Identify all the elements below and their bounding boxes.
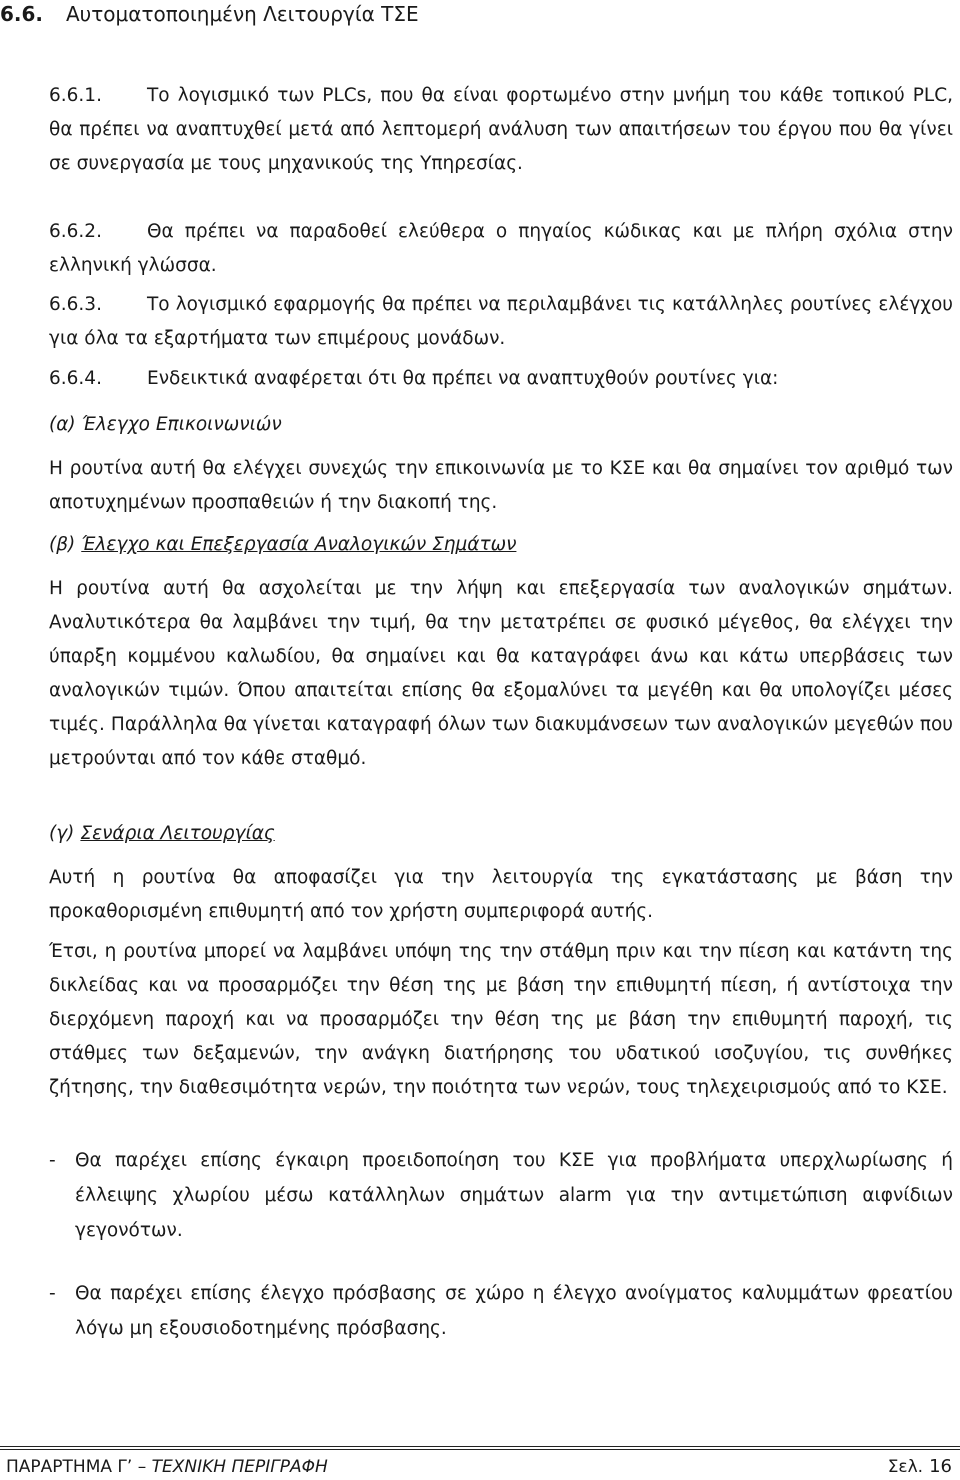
footer-divider [0, 1449, 960, 1450]
item-number: 6.6.2. [49, 221, 102, 242]
subsection-heading-c [49, 817, 275, 851]
footer-divider [0, 1446, 960, 1447]
bullet-item [49, 1143, 953, 1248]
page-number: 16 [929, 1456, 952, 1477]
item-6-6-1 [49, 79, 953, 181]
subsection-body-a: Η ρουτίνα αυτή θα ελέγχει συνεχώς την επικοινωνία με το ΚΣΕ και θα σημαίνει τον αριθμό των αποτυχημένων προσπαθειών ή την διακοπή της. [49, 458, 953, 513]
item-number: 6.6.4. [49, 368, 102, 389]
subsection-label: (γ) [49, 823, 75, 844]
bullet-item [49, 1276, 953, 1346]
subsection-title: Σενάρια Λειτουργίας [80, 823, 275, 844]
subsection-heading-a [49, 408, 282, 442]
subsection-title: Έλεγχο Επικοινωνιών [81, 414, 282, 435]
subsection-body-b: Η ρουτίνα αυτή θα ασχολείται με την λήψη και επεξεργασία των αναλογικών σημάτων. Αναλυτικότερα θα λαμβάνει την τιμή, θα την μετατρέπει σε φυσικό μέγεθος, θα ελέγχει την ύπαρξη κομμένου καλωδίου, θα σημαίνει και θα καταγράφει άνω και κάτω υπερβάσεις των αναλογικών τιμών. Όπου απαιτείται επίσης θα εξομαλύνει τα μεγέθη και θα υπολογίζει μέσες τιμές. Παράλληλα θα γίνεται καταγραφή όλων των διακυμάνσεων των αναλογικών μεγεθών που μετρούνται από τον κάθε σταθμό. [49, 578, 953, 769]
footer-title [6, 1456, 328, 1478]
item-text: Το λογισμικό των PLCs, που θα είναι φορτωμένο στην μνήμη του κάθε τοπικού PLC, θα πρέπει να αναπτυχθεί μετά από λεπτομερή ανάλυση των απαιτήσεων του έργου που θα γίνει σε συνεργασία με τους μηχανικούς της Υπηρεσίας. [49, 85, 953, 174]
subsection-heading-b [49, 528, 516, 562]
subsection-body-c-2: Έτσι, η ρουτίνα μπορεί να λαμβάνει υπόψη της την στάθμη πριν και την πίεση και κατάντη της δικλείδας και να προσαρμόζει την θέση της με βάση την επιθυμητή πίεση, ή αντίστοιχα την διερχόμενη παροχή και να προσαρμόζει την θέση της με βάση την επιθυμητή παροχή, τις στάθμες των δεξαμενών, την ανάγκη διατήρησης του υδατικού ισοζυγίου, τις συνθήκες ζήτησης, την διαθεσιμότητα νερών, την ποιότητα των νερών, τους τηλεχειρισμούς από το ΚΣΕ. [49, 941, 953, 1098]
page-label: Σελ. [887, 1457, 924, 1477]
item-6-6-4 [49, 362, 953, 396]
item-text: Ενδεικτικά αναφέρεται ότι θα πρέπει να αναπτυχθούν ρουτίνες για: [147, 368, 779, 389]
footer-page [888, 1456, 952, 1478]
subsection-title: Έλεγχο και Επεξεργασία Αναλογικών Σημάτων [81, 534, 517, 555]
footer-separator: – [137, 1457, 147, 1477]
bullet-dash: - [49, 1150, 56, 1171]
bullet-text: Θα παρέχει επίσης έγκαιρη προειδοποίηση του ΚΣΕ για προβλήματα υπερχλωρίωσης ή έλλειψης χλωρίου μέσω κατάλληλων σημάτων alarm για την αντιμετώπιση αιφνίδιων γεγονότων. [75, 1150, 953, 1241]
bullet-text: Θα παρέχει επίσης έλεγχο πρόσβασης σε χώρο η έλεγχο ανοίγματος καλυμμάτων φρεατίου λόγω μη εξουσιοδοτημένης πρόσβασης. [75, 1283, 953, 1339]
item-text: Το λογισμικό εφαρμογής θα πρέπει να περιλαμβάνει τις κατάλληλες ρουτίνες ελέγχου για όλα τα εξαρτήματα των επιμέρους μονάδων. [49, 294, 953, 349]
item-6-6-3 [49, 288, 953, 356]
footer-appendix: ΠΑΡΑΡΤΗΜΑ Γ’ [6, 1457, 133, 1477]
item-text: Θα πρέπει να παραδοθεί ελεύθερα ο πηγαίος κώδικας και με πλήρη σχόλια στην ελληνική γλώσσα. [49, 221, 953, 276]
subsection-label: (α) [49, 414, 76, 435]
subsection-label: (β) [49, 534, 76, 555]
footer-doc-title: ΤΕΧΝΙΚΗ ΠΕΡΙΓΡΑΦΗ [151, 1457, 328, 1477]
section-number: 6.6. [0, 2, 44, 26]
item-number: 6.6.1. [49, 85, 102, 106]
item-6-6-2 [49, 215, 953, 283]
section-title: Αυτοματοποιημένη Λειτουργία ΤΣΕ [66, 2, 419, 26]
section-heading [0, 0, 419, 28]
item-number: 6.6.3. [49, 294, 102, 315]
subsection-body-c: Αυτή η ρουτίνα θα αποφασίζει για την λειτουργία της εγκατάστασης με βάση την προκαθορισμένη επιθυμητή από τον χρήστη συμπεριφορά αυτής. [49, 867, 953, 922]
bullet-dash: - [49, 1283, 56, 1304]
